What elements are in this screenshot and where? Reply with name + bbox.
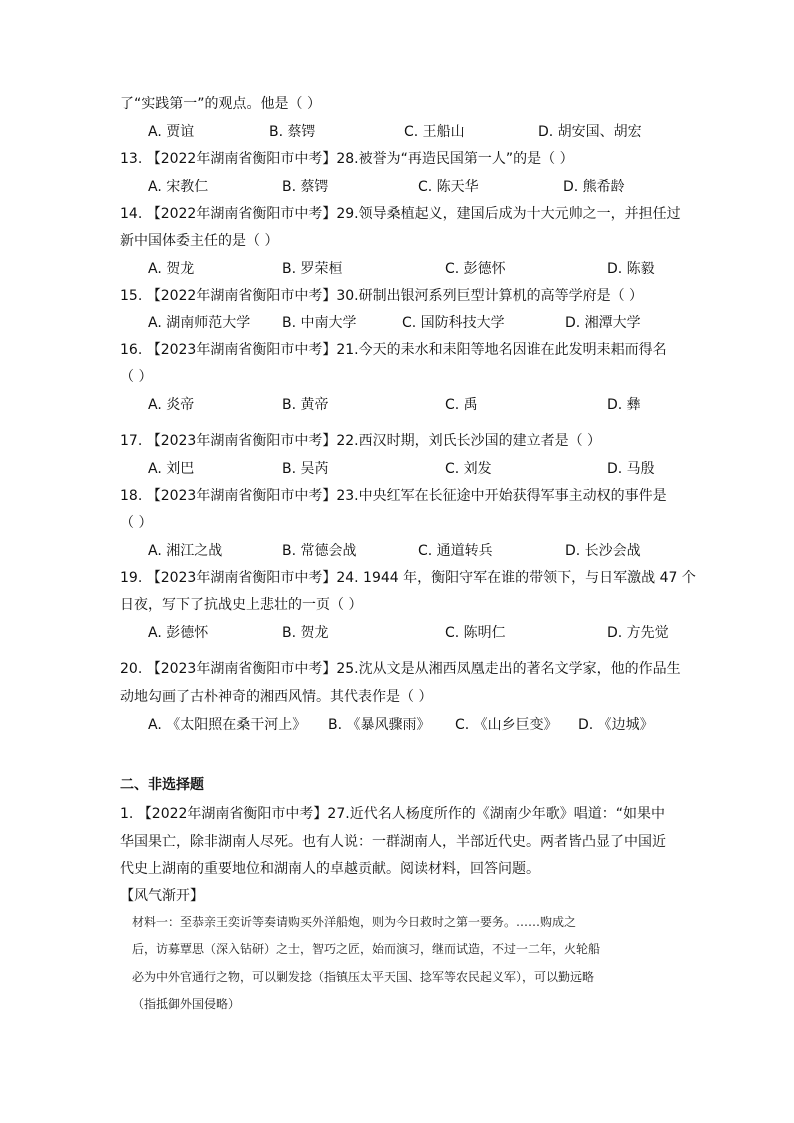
option-d: D. 熊希龄 <box>563 179 625 195</box>
question-14-text-2: 新中国体委主任的是（ ） <box>120 233 279 249</box>
option-a: A. 炎帝 <box>148 397 195 413</box>
question-19-text: 19. 【2023年湖南省衡阳市中考】24. 1944 年，衡阳守军在谁的带领下，与日军激战 47 个 <box>120 570 696 586</box>
question-12-tail: 了“实践第一”的观点。他是（ ） <box>120 96 321 112</box>
option-b: B. 贺龙 <box>282 625 329 641</box>
option-d: D. 湘潭大学 <box>565 315 641 331</box>
subheading: 【风气渐开】 <box>120 888 204 904</box>
option-b: B. 罗荣桓 <box>282 261 343 277</box>
option-d: D. 马殷 <box>607 461 655 477</box>
section-title: 二、非选择题 <box>120 777 204 793</box>
option-a: A. 贺龙 <box>148 261 195 277</box>
question-17-text: 17. 【2023年湖南省衡阳市中考】22.西汉时期，刘氏长沙国的建立者是（ ） <box>120 433 602 449</box>
question-13-text: 13. 【2022年湖南省衡阳市中考】28.被誉为“再造民国第一人”的是（ ） <box>120 151 574 167</box>
essay-question-1-text: 1. 【2022年湖南省衡阳市中考】27.近代名人杨度所作的《湖南少年歌》唱道：“如果中 <box>120 806 665 822</box>
option-a: A. 湘江之战 <box>148 543 223 559</box>
material-line: 后，访募覃思（深入钻研）之士，智巧之匠，始而演习，继而试造，不过一二年，火轮船 <box>132 942 601 956</box>
option-a: A. 《太阳照在桑干河上》 <box>148 717 307 733</box>
option-c: C. 国防科技大学 <box>402 315 505 331</box>
option-a: A. 湖南师范大学 <box>148 315 251 331</box>
option-c: C. 彭德怀 <box>445 261 506 277</box>
material-line: （指抵御外国侵略） <box>132 997 241 1011</box>
option-c: C. 禹 <box>445 397 478 413</box>
option-a: A. 贾谊 <box>148 124 195 140</box>
question-16-text-2: （ ） <box>120 369 153 385</box>
option-d: D. 胡安国、胡宏 <box>538 124 642 140</box>
option-a: A. 彭德怀 <box>148 625 209 641</box>
option-c: C. 通道转兵 <box>418 543 493 559</box>
option-c: C. 陈天华 <box>418 179 479 195</box>
question-18-text: 18. 【2023年湖南省衡阳市中考】23.中央红军在长征途中开始获得军事主动权的事件是 <box>120 488 667 504</box>
essay-question-1-text-2: 华国果亡，除非湖南人尽死。也有人说：一群湖南人，半部近代史。两者皆凸显了中国近 <box>120 834 666 850</box>
question-18-text-2: （ ） <box>120 515 153 531</box>
option-b: B. 蔡锷 <box>282 179 329 195</box>
question-20-text: 20. 【2023年湖南省衡阳市中考】25.沈从文是从湘西凤凰走出的著名文学家，他的作品生 <box>120 661 681 677</box>
option-b: B. 黄帝 <box>282 397 329 413</box>
option-a: A. 宋教仁 <box>148 179 209 195</box>
essay-question-1-text-3: 代史上湖南的重要地位和湖南人的卓越贡献。阅读材料，回答问题。 <box>120 861 540 877</box>
option-a: A. 刘巴 <box>148 461 195 477</box>
option-b: B. 蔡锷 <box>269 124 316 140</box>
option-b: B. 《暴风骤雨》 <box>328 717 431 733</box>
material-line: 必为中外官通行之物，可以剿发捻（指镇压太平天国、捻军等农民起义军），可以勤远略 <box>132 970 595 984</box>
option-d: D. 陈毅 <box>607 261 655 277</box>
question-15-text: 15. 【2022年湖南省衡阳市中考】30.研制出银河系列巨型计算机的高等学府是（ ） <box>120 288 644 304</box>
option-d: D. 彝 <box>607 397 641 413</box>
option-b: B. 中南大学 <box>282 315 357 331</box>
question-16-text: 16. 【2023年湖南省衡阳市中考】21.今天的耒水和耒阳等地名因谁在此发明耒耜而得名 <box>120 342 667 358</box>
question-19-text-2: 日夜，写下了抗战史上悲壮的一页（ ） <box>120 597 363 613</box>
option-c: C. 《山乡巨变》 <box>455 717 558 733</box>
material-line: 材料一：至恭亲王奕䜣等奏请购买外洋船炮，则为今日救时之第一要务。……购成之 <box>132 915 577 929</box>
option-c: C. 王船山 <box>404 124 465 140</box>
option-c: C. 陈明仁 <box>445 625 506 641</box>
question-14-text: 14. 【2022年湖南省衡阳市中考】29.领导桑植起义，建国后成为十大元帅之一，并担任过 <box>120 206 681 222</box>
question-20-text-2: 动地勾画了古朴神奇的湘西风情。其代表作是（ ） <box>120 689 433 705</box>
option-b: B. 常德会战 <box>282 543 357 559</box>
option-d: D. 《边城》 <box>578 717 654 733</box>
option-c: C. 刘发 <box>445 461 492 477</box>
option-d: D. 长沙会战 <box>565 543 641 559</box>
option-d: D. 方先觉 <box>607 625 669 641</box>
option-b: B. 吴芮 <box>282 461 329 477</box>
